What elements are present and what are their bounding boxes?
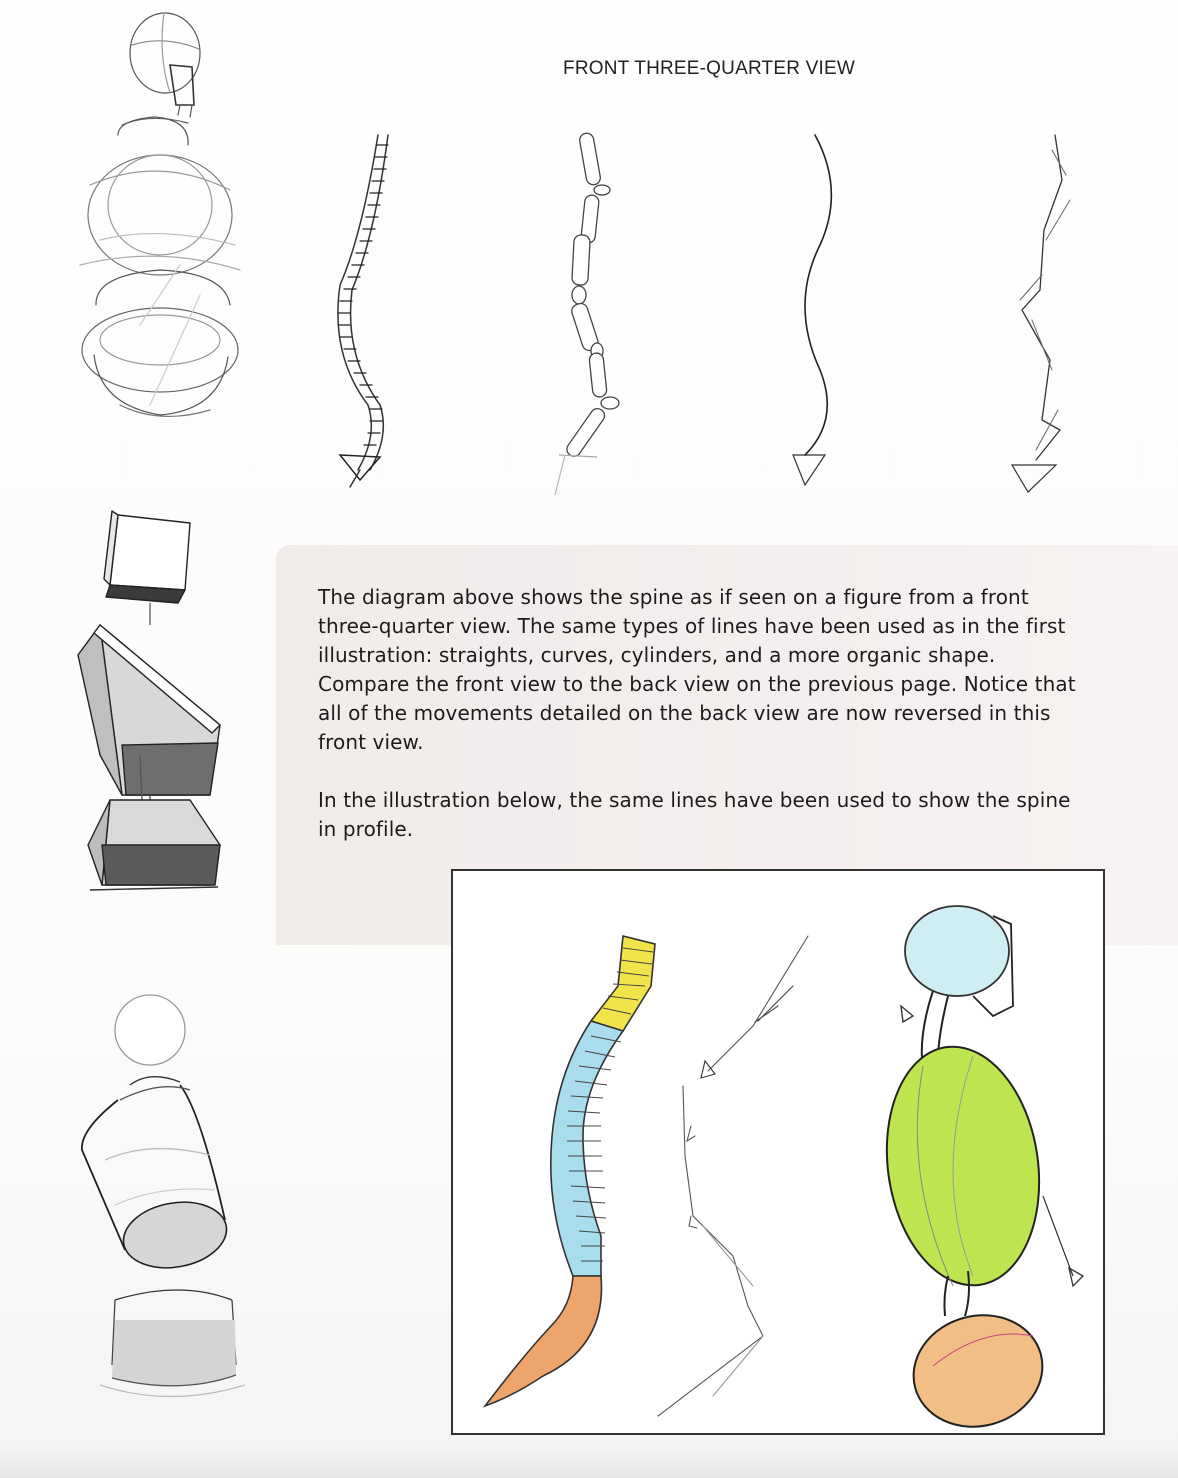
torso-sketch xyxy=(60,5,260,435)
paragraph-1: The diagram above shows the spine as if seen on a figure from a front three-quarter view. The same types of lines have been used as in the first illustration: straights, curves, cylinders, and a more organic shape. Compare the front view to the back view on the previous page. Notice that all of the movements detailed on the back view are now reversed in this front view. xyxy=(318,585,1076,754)
curved-line-spine xyxy=(775,130,845,495)
straight-line-spine xyxy=(1000,130,1090,500)
organic-segmented-spine xyxy=(320,125,410,500)
page-edge-shadow xyxy=(0,1448,1178,1478)
straight-arrow-spine xyxy=(653,926,823,1416)
profile-illustration-box xyxy=(451,869,1105,1435)
cylinder-spine xyxy=(545,125,635,505)
colored-organic-spine xyxy=(473,926,673,1416)
page-title: FRONT THREE-QUARTER VIEW xyxy=(563,58,855,79)
paragraph-2: In the illustration below, the same lines have been used to show the spine in profile. xyxy=(318,788,1071,841)
cylinder-torso xyxy=(60,990,250,1410)
colored-oval-torso xyxy=(893,896,1093,1416)
body-text xyxy=(318,583,1078,844)
box-torso xyxy=(70,515,240,905)
